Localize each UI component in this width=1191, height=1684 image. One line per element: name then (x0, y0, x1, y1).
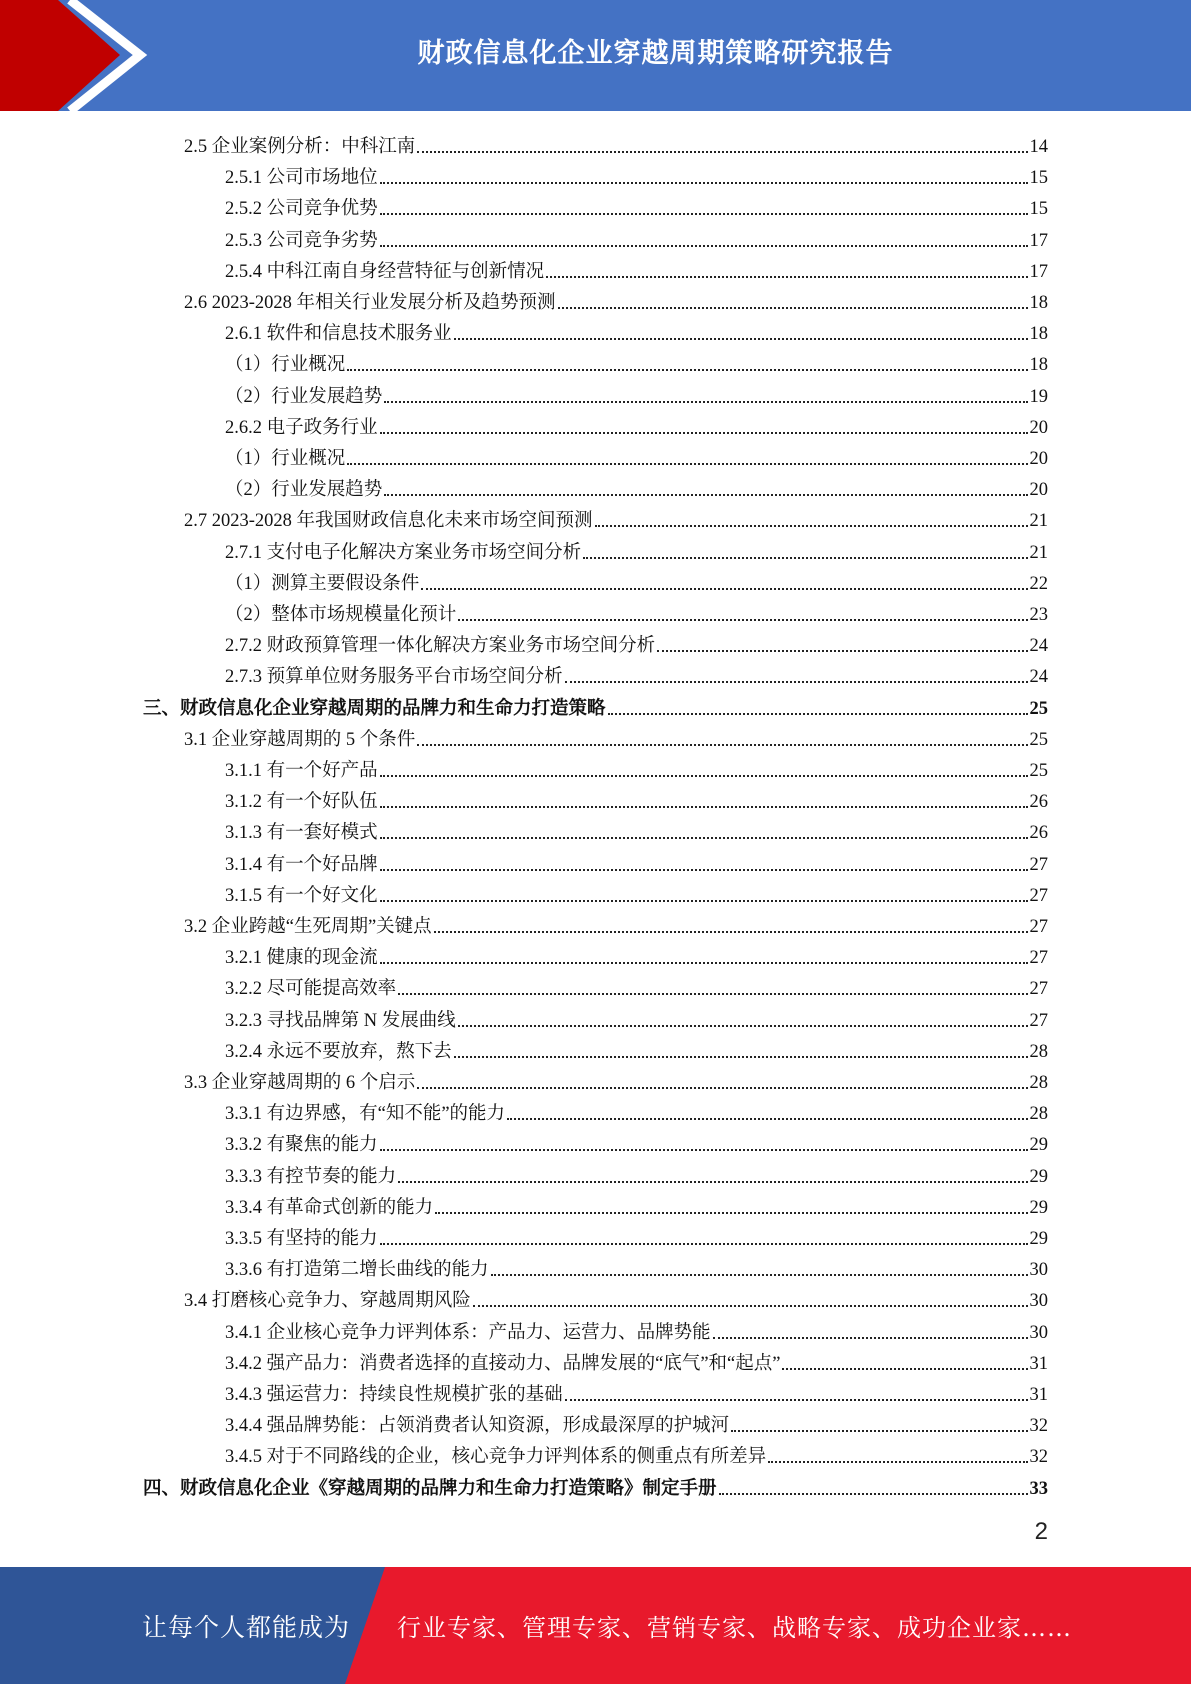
toc-entry-title: 2.5.3 公司竞争劣势 (225, 230, 378, 251)
toc-entry[interactable] (225, 345, 1048, 376)
toc-entry[interactable] (225, 1157, 1048, 1188)
toc-dot-leader (398, 1181, 1027, 1183)
toc-dot-leader (565, 681, 1028, 683)
toc-dot-leader (417, 1087, 1027, 1089)
toc-dot-leader (473, 1305, 1028, 1307)
toc-dot-leader (347, 463, 1027, 465)
toc-entry-title: 2.5 企业案例分析：中科江南 (184, 137, 416, 157)
toc-entry[interactable] (225, 1406, 1048, 1437)
toc-entry-title: 2.6.2 电子政务行业 (225, 417, 378, 438)
toc-entry-title: 2.7 2023-2028 年我国财政信息化未来市场空间预测 (184, 511, 593, 532)
toc-dot-leader (380, 775, 1028, 777)
toc-entry-title: 2.7.1 支付电子化解决方案业务市场空间分析 (225, 542, 582, 563)
toc-entry[interactable] (184, 907, 1048, 938)
toc-dot-leader (380, 900, 1028, 902)
toc-entry-title: 3.1.3 有一套好模式 (225, 823, 378, 844)
toc-dot-leader (546, 276, 1027, 278)
toc-entry[interactable] (225, 564, 1048, 595)
toc-entry-page: 24 (1029, 636, 1048, 657)
toc-entry-title: 3.4.1 企业核心竞争力评判体系：产品力、运营力、品牌势能 (225, 1322, 711, 1343)
page-number: 2 (1034, 1518, 1048, 1545)
toc-entry[interactable] (225, 158, 1048, 189)
toc-entry[interactable] (184, 127, 1048, 158)
toc-entry[interactable] (225, 845, 1048, 876)
toc-dot-leader (380, 869, 1028, 871)
toc-entry-title: 3.1.5 有一个好文化 (225, 885, 378, 906)
toc-entry[interactable] (225, 1125, 1048, 1156)
toc-entry-page: 17 (1029, 230, 1048, 251)
toc-entry[interactable] (184, 283, 1048, 314)
toc-entry-title: 3.4.2 强产品力：消费者选择的直接动力、品牌发展的“底气”和“起点” (225, 1353, 781, 1374)
toc-entry[interactable] (225, 813, 1048, 844)
toc-entry-page: 31 (1029, 1353, 1048, 1374)
toc-entry-title: （2）行业发展趋势 (225, 480, 383, 501)
toc-entry-title: （2）整体市场规模量化预计 (225, 605, 457, 625)
toc-entry-page: 21 (1029, 511, 1048, 532)
toc-entry[interactable] (225, 1375, 1048, 1406)
toc-entry-title: 2.7.2 财政预算管理一体化解决方案业务市场空间分析 (225, 636, 656, 657)
report-title: 财政信息化企业穿越周期策略研究报告 (417, 37, 894, 69)
toc-entry-title: 3.2.1 健康的现金流 (225, 948, 378, 969)
toc-dot-leader (347, 369, 1027, 371)
toc-entry[interactable] (225, 1032, 1048, 1063)
toc-entry-page: 26 (1029, 823, 1048, 844)
toc-entry-page: 27 (1029, 854, 1048, 875)
toc-entry-title: 3.1.4 有一个好品牌 (225, 854, 378, 875)
toc-entry[interactable] (225, 751, 1048, 782)
toc-entry-title: 2.5.2 公司竞争优势 (225, 199, 378, 220)
toc-entry-page: 14 (1029, 137, 1048, 157)
toc-entry[interactable] (225, 1001, 1048, 1032)
toc-entry-page: 15 (1029, 199, 1048, 220)
toc-entry[interactable] (225, 221, 1048, 252)
toc-entry[interactable] (184, 1281, 1048, 1312)
toc-entry-title: 3.4.4 强品牌势能：占领消费者认知资源，形成最深厚的护城河 (225, 1416, 730, 1437)
toc-entry-page: 15 (1029, 168, 1048, 189)
toc-entry-title: 3.4 打磨核心竞争力、穿越周期风险 (184, 1291, 471, 1312)
toc-entry[interactable] (225, 1313, 1048, 1344)
toc-dot-leader (421, 588, 1027, 590)
toc-dot-leader (380, 1243, 1028, 1245)
toc-entry-title: 3.2.4 永远不要放弃，熬下去 (225, 1041, 452, 1062)
toc-entry-title: 四、财政信息化企业《穿越周期的品牌力和生命力打造策略》制定手册 (143, 1478, 717, 1499)
toc-dot-leader (380, 213, 1028, 215)
toc-entry-title: 3.4.5 对于不同路线的企业，核心竞争力评判体系的侧重点有所差异 (225, 1447, 767, 1468)
toc-dot-leader (380, 806, 1028, 808)
toc-entry[interactable] (225, 969, 1048, 1000)
toc-entry-title: 3.1.2 有一个好队伍 (225, 792, 378, 813)
toc-entry[interactable] (225, 533, 1048, 564)
toc-entry-page: 21 (1029, 542, 1048, 563)
toc-dot-leader (565, 1399, 1028, 1401)
toc-entry-title: 3.1 企业穿越周期的 5 个条件 (184, 729, 416, 750)
toc-dot-leader (458, 619, 1027, 621)
toc-entry-page: 33 (1029, 1478, 1048, 1499)
toc-dot-leader (458, 1025, 1028, 1027)
toc-entry[interactable] (143, 1469, 1048, 1500)
toc-dot-leader (380, 182, 1028, 184)
toc-entry[interactable] (225, 1094, 1048, 1125)
toc-entry[interactable] (225, 1344, 1048, 1375)
toc-entry-page: 27 (1029, 1010, 1048, 1031)
toc-entry[interactable] (225, 782, 1048, 813)
toc-entry-page: 25 (1029, 729, 1048, 750)
toc-entry-title: 3.3.2 有聚焦的能力 (225, 1135, 378, 1156)
toc-entry-title: 3.3.6 有打造第二增长曲线的能力 (225, 1260, 489, 1281)
toc-entry-page: 17 (1029, 261, 1048, 282)
toc-dot-leader (384, 401, 1027, 403)
toc-entry-title: （2）行业发展趋势 (225, 386, 383, 407)
toc-entry-title: 2.5.4 中科江南自身经营特征与创新情况 (225, 261, 545, 282)
toc-entry[interactable] (225, 595, 1048, 626)
toc-dot-leader (380, 962, 1028, 964)
toc-entry-page: 18 (1029, 293, 1048, 313)
toc-entry-page: 30 (1029, 1322, 1048, 1343)
toc-dot-leader (417, 744, 1027, 746)
toc-entry-title: 3.4.3 强运营力：持续良性规模扩张的基础 (225, 1385, 563, 1405)
page-header (0, 0, 1191, 111)
toc-entry-page: 27 (1029, 885, 1048, 906)
toc-entry-page: 20 (1029, 417, 1048, 438)
toc-dot-leader (417, 151, 1027, 153)
toc-entry[interactable] (225, 1250, 1048, 1281)
toc-dot-leader (608, 713, 1028, 715)
toc-dot-leader (491, 1274, 1028, 1276)
toc-entry-page: 29 (1029, 1166, 1048, 1187)
toc-entry[interactable] (225, 314, 1048, 345)
toc-entry-page: 29 (1029, 1229, 1048, 1249)
toc-entry[interactable] (225, 1188, 1048, 1219)
toc-entry-page: 28 (1029, 1041, 1048, 1062)
toc-entry[interactable] (225, 439, 1048, 470)
toc-dot-leader (380, 837, 1028, 839)
toc-entry[interactable] (225, 252, 1048, 283)
toc-dot-leader (384, 494, 1027, 496)
toc-entry-page: 28 (1029, 1104, 1048, 1125)
toc-entry-title: 3.1.1 有一个好产品 (225, 761, 378, 781)
page-footer (0, 1567, 1191, 1684)
toc-dot-leader (454, 1056, 1028, 1058)
toc-entry-title: 2.6.1 软件和信息技术服务业 (225, 324, 452, 345)
toc-entry[interactable] (225, 876, 1048, 907)
toc-entry-title: 2.6 2023-2028 年相关行业发展分析及趋势预测 (184, 293, 556, 313)
toc-entry-page: 18 (1029, 355, 1048, 376)
toc-dot-leader (398, 993, 1027, 995)
toc-dot-leader (434, 931, 1028, 933)
toc-entry-page: 18 (1029, 324, 1048, 345)
toc-entry-page: 31 (1029, 1385, 1048, 1405)
toc-entry-title: 3.3 企业穿越周期的 6 个启示 (184, 1073, 416, 1093)
toc-entry-title: 2.7.3 预算单位财务服务平台市场空间分析 (225, 667, 563, 688)
toc-entry-page: 27 (1029, 917, 1048, 937)
footer-slogan-roles: 行业专家、管理专家、营销专家、战略专家、成功企业家…… (397, 1614, 1072, 1642)
toc-dot-leader (454, 338, 1028, 340)
toc-dot-leader (719, 1493, 1028, 1495)
toc-dot-leader (595, 525, 1028, 527)
toc-dot-leader (380, 432, 1028, 434)
toc-entry-page: 27 (1029, 948, 1048, 969)
toc-dot-leader (768, 1461, 1027, 1463)
toc-entry-title: 3.2.2 尽可能提高效率 (225, 979, 397, 1000)
toc-entry[interactable] (225, 1219, 1048, 1250)
toc-entry[interactable] (225, 657, 1048, 688)
toc-entry-page: 29 (1029, 1197, 1048, 1218)
toc-entry-title: 3.3.5 有坚持的能力 (225, 1229, 378, 1249)
toc-entry-title: 三、财政信息化企业穿越周期的品牌力和生命力打造策略 (143, 698, 606, 719)
toc-dot-leader (782, 1368, 1027, 1370)
toc-entry-page: 19 (1029, 386, 1048, 407)
toc-entry[interactable] (225, 189, 1048, 220)
toc-entry[interactable] (184, 501, 1048, 532)
toc-entry[interactable] (225, 938, 1048, 969)
toc-entry-page: 26 (1029, 792, 1048, 813)
toc-entry-page: 32 (1029, 1447, 1048, 1468)
toc-entry[interactable] (225, 626, 1048, 657)
toc-entry-page: 20 (1029, 449, 1048, 469)
toc-entry-page: 24 (1029, 667, 1048, 688)
toc-entry-title: 3.3.4 有革命式创新的能力 (225, 1197, 434, 1218)
toc-entry-page: 30 (1029, 1291, 1048, 1312)
toc-entry[interactable] (184, 1063, 1048, 1094)
toc-entry-title: 2.5.1 公司市场地位 (225, 168, 378, 189)
toc-entry-title: （1）行业概况 (225, 449, 346, 469)
toc-dot-leader (507, 1118, 1027, 1120)
toc-dot-leader (435, 1212, 1027, 1214)
toc-entry[interactable] (184, 720, 1048, 751)
toc-entry[interactable] (225, 1437, 1048, 1468)
toc-entry-page: 23 (1029, 605, 1048, 625)
toc-entry-page: 30 (1029, 1260, 1048, 1281)
toc-dot-leader (558, 307, 1028, 309)
toc-entry-title: 3.2 企业跨越“生死周期”关键点 (184, 917, 432, 937)
toc-entry[interactable] (225, 408, 1048, 439)
toc-entry-title: 3.2.3 寻找品牌第 N 发展曲线 (225, 1010, 456, 1031)
toc-entry-page: 29 (1029, 1135, 1048, 1156)
toc-dot-leader (380, 245, 1028, 247)
toc-dot-leader (713, 1337, 1028, 1339)
toc-entry-page: 22 (1029, 573, 1048, 594)
footer-slogan-lead: 让每个人都能成为 (142, 1612, 351, 1642)
toc-entry-title: 3.3.1 有边界感，有“知不能”的能力 (225, 1104, 506, 1125)
toc-dot-leader (583, 557, 1027, 559)
toc-entry-page: 27 (1029, 979, 1048, 1000)
toc-entry[interactable] (225, 470, 1048, 501)
toc-dot-leader (731, 1430, 1027, 1432)
toc-entry-page: 32 (1029, 1416, 1048, 1437)
toc-entry-title: （1）测算主要假设条件 (225, 573, 420, 594)
toc-entry-page: 25 (1029, 698, 1048, 719)
toc-entry-title: （1）行业概况 (225, 355, 346, 376)
toc-entry-page: 20 (1029, 480, 1048, 501)
toc-dot-leader (380, 1149, 1028, 1151)
toc-entry[interactable] (143, 689, 1048, 720)
toc-entry-page: 25 (1029, 761, 1048, 781)
toc-dot-leader (657, 650, 1027, 652)
toc-entry[interactable] (225, 377, 1048, 408)
toc-entry-title: 3.3.3 有控节奏的能力 (225, 1166, 397, 1187)
toc-entry-page: 28 (1029, 1073, 1048, 1093)
